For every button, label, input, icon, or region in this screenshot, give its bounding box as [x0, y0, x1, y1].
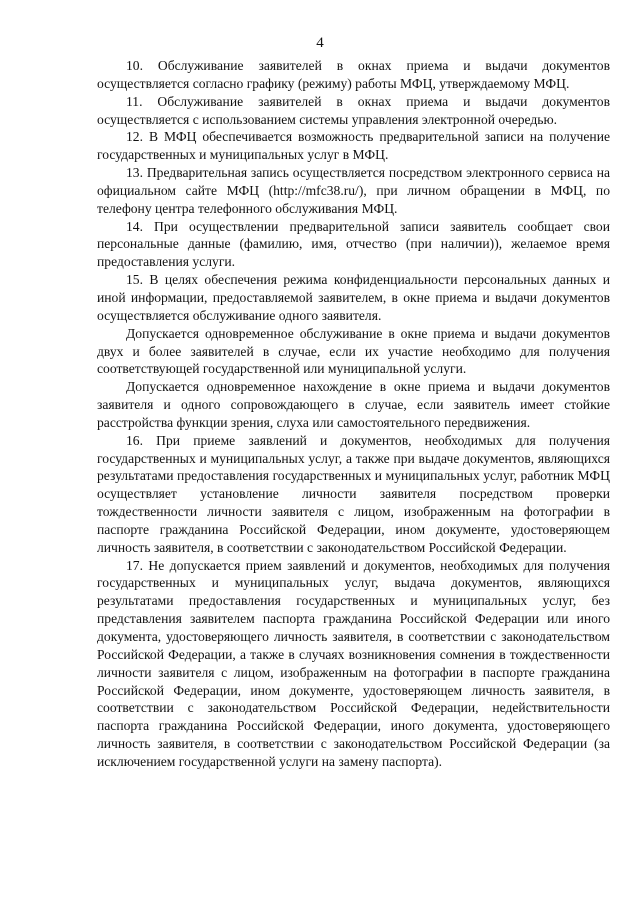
paragraph-15-companion: Допускается одновременное нахождение в окне приема и выдачи документов заявителя и одного сопровождающего в случае, если заявитель имеет стойкие расстройства функции зрения, слуха или самостоятельного передвижения.: [97, 379, 610, 430]
paragraph-17: 17. Не допускается прием заявлений и документов, необходимых для получения государственных и муниципальных услуг, выдача документов, являющихся результатами предоставления государственных и муниципальных услуг, без представления заявителем паспорта гражданина Российской Федерации или иного документа, удостоверяющего личность заявителя, в соответствии с законодательством Российской Федерации, а также в случаях возникновения сомнения в тождественности личности заявителя с лицом, изображенным на фотографии в паспорте гражданина Российской Федерации, ином документе, удостоверяющем личность заявителя, в соответствии с законодательством Российской Федерации, недействительности паспорта гражданина Российской Федерации, иного документа, удостоверяющего личность заявителя, в соответствии с законодательством Российской Федерации (за исключением государственной услуги на замену паспорта).: [97, 557, 610, 769]
paragraph-13: 13. Предварительная запись осуществляется посредством электронного сервиса на официальном сайте МФЦ (http://mfc38.ru/), при личном обращении в МФЦ, по телефону центра телефонного обслуживания МФЦ.: [97, 165, 610, 216]
paragraph-16: 16. При приеме заявлений и документов, необходимых для получения государственных и муниципальных услуг, а также при выдаче документов, являющихся результатами предоставления государственных и муниципальных услуг, работник МФЦ осуществляет установление личности заявителя посредством проверки тождественности личности заявителя с лицом, изображенным на фотографии в паспорте гражданина Российской Федерации, ином документе, удостоверяющем личность заявителя, в соответствии с законодательством Российской Федерации.: [97, 432, 610, 555]
paragraph-15: 15. В целях обеспечения режима конфиденциальности персональных данных и иной информации, предоставляемой заявителем, в окне приема и выдачи документов осуществляется обслуживание одного заявителя.: [97, 272, 610, 323]
paragraph-11: 11. Обслуживание заявителей в окнах приема и выдачи документов осуществляется с использованием системы управления электронной очередью.: [97, 93, 610, 127]
page-number: 4: [316, 35, 324, 51]
paragraph-14: 14. При осуществлении предварительной записи заявитель сообщает свои персональные данные (фамилию, имя, отчество (при наличии)), желаемое время предоставления услуги.: [97, 218, 610, 270]
document-body: [97, 57, 610, 771]
paragraph-15-multiple-applicants: Допускается одновременное обслуживание в окне приема и выдачи документов двух и более заявителей в случае, если их участие необходимо для получения соответствующей государственной или муниципальной услуги.: [97, 325, 610, 377]
paragraph-12: 12. В МФЦ обеспечивается возможность предварительной записи на получение государственных и муниципальных услуг в МФЦ.: [97, 129, 610, 163]
paragraph-10: 10. Обслуживание заявителей в окнах приема и выдачи документов осуществляется согласно графику (режиму) работы МФЦ, утверждаемому МФЦ.: [97, 58, 610, 91]
